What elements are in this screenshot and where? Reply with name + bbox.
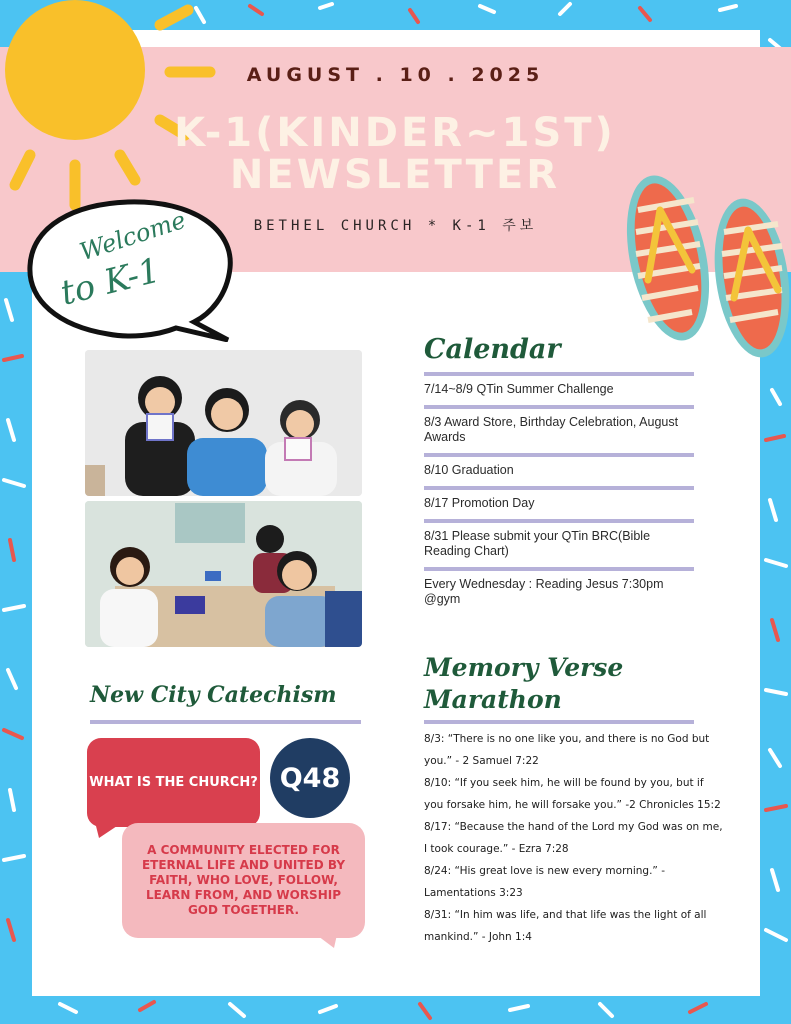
memory-verse-heading-line1: Memory Verse: [424, 653, 624, 682]
memory-verse-heading-line2: Marathon: [424, 685, 562, 714]
flip-flops-icon: [620, 170, 791, 370]
newsletter-date: AUGUST . 10 . 2025: [246, 64, 545, 86]
calendar-item: 8/3 Award Store, Birthday Celebration, August Awards: [424, 405, 694, 453]
calendar-heading: Calendar: [424, 334, 561, 365]
calendar-item: Every Wednesday : Reading Jesus 7:30pm @gym: [424, 567, 694, 615]
calendar-item: 7/14~8/9 QTin Summer Challenge: [424, 372, 694, 405]
calendar-list: [424, 372, 694, 615]
memory-verse-item: 8/24: “His great love is new every morning.” - Lamentations 3:23: [424, 865, 665, 899]
calendar-item: 8/31 Please submit your QTin BRC(Bible Reading Chart): [424, 519, 694, 567]
memory-verse-heading: [424, 652, 694, 716]
memory-verse-divider: [424, 720, 694, 724]
kids-photo-2: [85, 501, 362, 647]
catechism-answer: A COMMUNITY ELECTED FOR ETERNAL LIFE AND UNITED BY FAITH, WHO LOVE, FOLLOW, LEARN FROM, AND WORSHIP GOD TOGETHER.: [122, 823, 365, 938]
kids-photo-1: [85, 350, 362, 496]
calendar-item: 8/17 Promotion Day: [424, 486, 694, 519]
newsletter-title: K-1(KINDER~1ST) NEWSLETTER: [174, 110, 616, 198]
memory-verse-item: 8/17: “Because the hand of the Lord my God was on me, I took courage.” - Ezra 7:28: [424, 821, 723, 855]
welcome-text-line2: to K-1: [56, 250, 165, 314]
catechism-number: Q48: [270, 738, 350, 818]
catechism-divider: [90, 720, 361, 724]
memory-verse-item: 8/31: “In him was life, and that life was the light of all mankind.” - John 1:4: [424, 909, 707, 943]
welcome-text-line1: Welcome: [76, 205, 190, 267]
calendar-item: 8/10 Graduation: [424, 453, 694, 486]
question-bubble-tail: [95, 822, 125, 840]
catechism-heading: New City Catechism: [90, 682, 337, 708]
memory-verse-item: 8/10: “If you seek him, he will be found by you, but if you forsake him, he will forsake you.” -2 Chronicles 15:2: [424, 777, 721, 811]
memory-verse-list: [424, 728, 724, 948]
memory-verse-item: 8/3: “There is no one like you, and there is no God but you.” - 2 Samuel 7:22: [424, 733, 710, 767]
answer-bubble-tail: [310, 930, 340, 950]
catechism-question: WHAT IS THE CHURCH?: [87, 738, 260, 827]
newsletter-subtitle: BETHEL CHURCH * K-1 주보: [253, 218, 538, 234]
